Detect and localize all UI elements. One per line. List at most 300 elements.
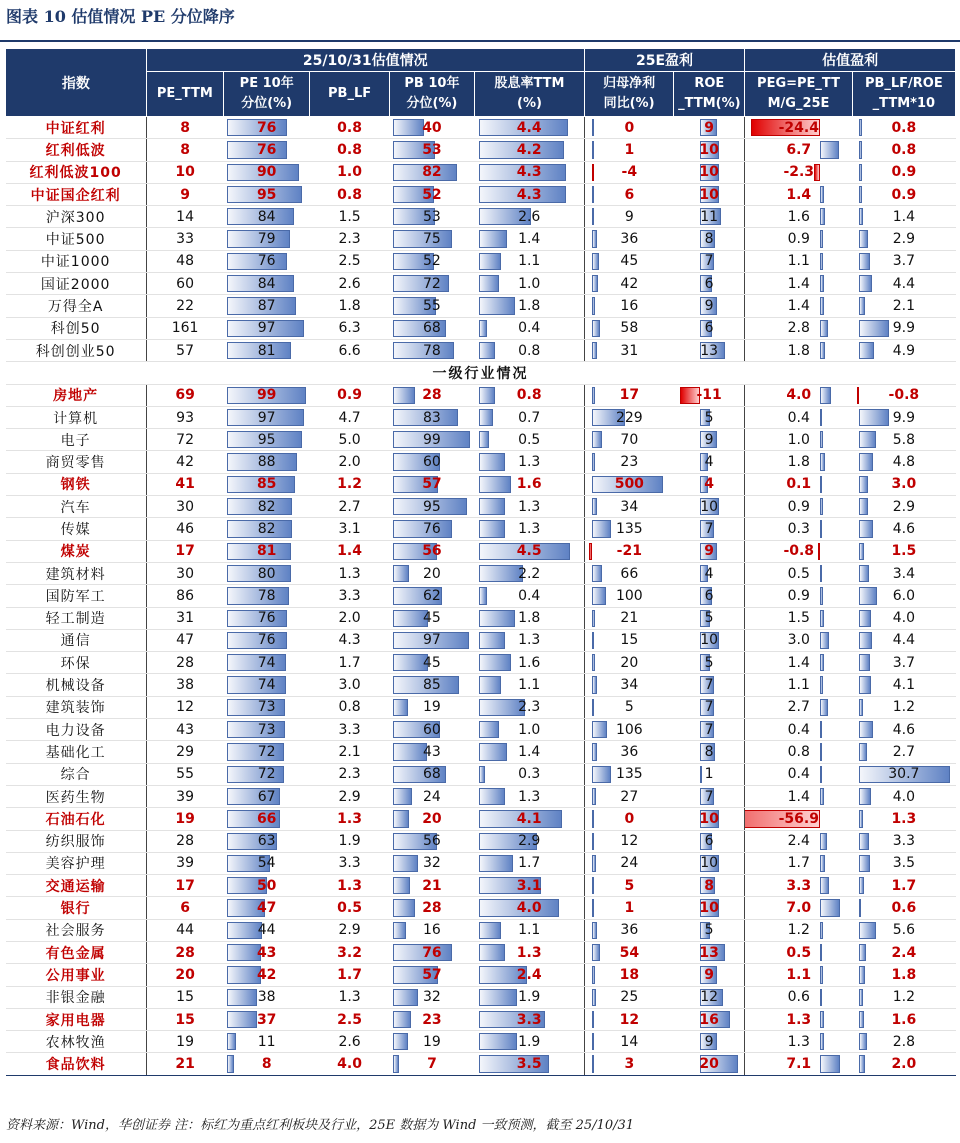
cell-value: 70 bbox=[620, 431, 639, 448]
table-row bbox=[6, 785, 956, 807]
data-bar bbox=[820, 453, 825, 470]
cell-pbroe bbox=[852, 406, 955, 428]
cell-value: 60 bbox=[423, 454, 441, 471]
data-bar bbox=[479, 342, 495, 359]
table-row bbox=[6, 139, 956, 161]
cell-value: 18 bbox=[619, 966, 640, 983]
data-bar bbox=[393, 1033, 408, 1050]
cell-value: 34 bbox=[620, 677, 639, 694]
cell-growth bbox=[584, 763, 674, 785]
cell-pe bbox=[146, 785, 223, 807]
cell-roe bbox=[674, 875, 745, 897]
cell-value: 0.7 bbox=[518, 409, 541, 426]
cell-value: 12 bbox=[619, 1011, 640, 1028]
cell-pe bbox=[146, 719, 223, 741]
cell-value: 1.7 bbox=[337, 966, 362, 983]
data-bar bbox=[227, 1055, 233, 1072]
table-row bbox=[6, 183, 956, 205]
cell-value: 1.4 bbox=[786, 186, 812, 203]
column-header-sublabel: 分位(%) bbox=[241, 96, 293, 111]
cell-value: 6.0 bbox=[892, 587, 915, 604]
cell-value: 1.4 bbox=[787, 298, 810, 315]
cell-value: 1.2 bbox=[337, 476, 362, 493]
cell-value: 0.8 bbox=[337, 119, 362, 136]
data-bar bbox=[859, 320, 888, 337]
cell-pb_pct bbox=[389, 139, 475, 161]
cell-div bbox=[475, 406, 585, 428]
cell-pe bbox=[146, 317, 223, 339]
row-name: 传媒 bbox=[6, 518, 147, 540]
cell-value: 19 bbox=[423, 1033, 441, 1050]
data-bar bbox=[592, 766, 611, 783]
cell-pb_pct bbox=[389, 429, 475, 451]
cell-pbroe bbox=[852, 540, 955, 562]
cell-roe bbox=[674, 741, 745, 763]
cell-value: 76 bbox=[256, 119, 277, 136]
cell-value: 36 bbox=[620, 922, 639, 939]
cell-div bbox=[475, 295, 585, 317]
cell-peg bbox=[745, 741, 852, 763]
cell-pbroe bbox=[852, 763, 955, 785]
cell-pe_pct bbox=[223, 852, 310, 874]
cell-value: 1.7 bbox=[518, 855, 541, 872]
cell-pe_pct bbox=[223, 696, 310, 718]
cell-pb bbox=[310, 719, 389, 741]
cell-value: 3.3 bbox=[516, 1011, 542, 1028]
cell-growth bbox=[584, 696, 674, 718]
cell-value: 22 bbox=[176, 298, 194, 315]
data-bar bbox=[479, 676, 501, 693]
cell-roe bbox=[674, 919, 745, 941]
cell-growth bbox=[584, 540, 674, 562]
data-bar bbox=[820, 922, 823, 939]
cell-value: 11 bbox=[700, 208, 719, 225]
cell-pe_pct bbox=[223, 585, 310, 607]
cell-value: 36 bbox=[620, 743, 639, 760]
cell-value: 1.2 bbox=[892, 699, 915, 716]
row-name: 机械设备 bbox=[6, 674, 147, 696]
cell-value: 81 bbox=[257, 342, 276, 359]
data-bar bbox=[859, 721, 873, 738]
cell-pb_pct bbox=[389, 161, 475, 183]
cell-value: 16 bbox=[620, 298, 639, 315]
cell-growth bbox=[584, 183, 674, 205]
cell-value: 72 bbox=[257, 743, 276, 760]
cell-pb_pct bbox=[389, 518, 475, 540]
cell-value: 6 bbox=[704, 833, 714, 850]
cell-value: 47 bbox=[176, 632, 194, 649]
cell-value: 3.3 bbox=[892, 833, 915, 850]
cell-value: 1 bbox=[704, 766, 714, 783]
table-row bbox=[6, 295, 956, 317]
data-bar bbox=[820, 498, 823, 515]
cell-value: 12 bbox=[176, 699, 194, 716]
cell-pb bbox=[310, 273, 389, 295]
table-row bbox=[6, 451, 956, 473]
cell-pb_pct bbox=[389, 1031, 475, 1053]
cell-pe bbox=[146, 696, 223, 718]
cell-value: 15 bbox=[620, 632, 639, 649]
cell-peg bbox=[745, 852, 852, 874]
cell-value: 1.5 bbox=[891, 543, 917, 560]
cell-value: 1.7 bbox=[787, 855, 810, 872]
data-bar bbox=[820, 587, 823, 604]
cell-pe_pct bbox=[223, 741, 310, 763]
cell-growth bbox=[584, 429, 674, 451]
cell-pb_pct bbox=[389, 117, 475, 139]
column-header bbox=[584, 72, 674, 117]
cell-pe bbox=[146, 339, 223, 361]
cell-value: 45 bbox=[423, 654, 441, 671]
cell-pbroe bbox=[852, 1031, 955, 1053]
cell-value: 4.3 bbox=[516, 186, 542, 203]
cell-value: 100 bbox=[615, 587, 643, 604]
table-row bbox=[6, 986, 956, 1008]
cell-value: 79 bbox=[257, 231, 276, 248]
cell-value: 1.8 bbox=[518, 610, 541, 627]
cell-pe bbox=[146, 206, 223, 228]
cell-value: 56 bbox=[423, 833, 441, 850]
cell-value: 0 bbox=[624, 119, 635, 136]
cell-pe bbox=[146, 473, 223, 495]
cell-value: 2.9 bbox=[892, 231, 915, 248]
cell-growth bbox=[584, 117, 674, 139]
cell-value: 135 bbox=[615, 766, 643, 783]
row-name: 电力设备 bbox=[6, 719, 147, 741]
data-bar bbox=[479, 788, 505, 805]
cell-pb bbox=[310, 228, 389, 250]
data-bar bbox=[592, 520, 611, 537]
cell-value: 1.0 bbox=[518, 721, 541, 738]
cell-value: 0.3 bbox=[518, 766, 541, 783]
cell-value: 10 bbox=[175, 164, 195, 181]
data-bar bbox=[859, 610, 871, 627]
cell-value: 90 bbox=[256, 164, 277, 181]
cell-roe bbox=[674, 384, 745, 406]
data-bar bbox=[592, 1033, 594, 1050]
cell-div bbox=[475, 964, 585, 986]
cell-value: 1.4 bbox=[787, 654, 810, 671]
cell-value: 76 bbox=[256, 141, 277, 158]
cell-roe bbox=[674, 852, 745, 874]
cell-value: 10 bbox=[700, 632, 719, 649]
cell-pe_pct bbox=[223, 451, 310, 473]
cell-value: 60 bbox=[423, 721, 441, 738]
cell-pe bbox=[146, 674, 223, 696]
row-name: 电子 bbox=[6, 429, 147, 451]
cell-pb_pct bbox=[389, 317, 475, 339]
table-body bbox=[6, 117, 956, 1076]
data-bar bbox=[859, 476, 868, 493]
cell-pe bbox=[146, 540, 223, 562]
cell-peg bbox=[745, 540, 852, 562]
cell-roe bbox=[674, 1053, 745, 1075]
cell-value: 1.4 bbox=[787, 788, 810, 805]
cell-pb bbox=[310, 139, 389, 161]
cell-value: 6.3 bbox=[338, 320, 361, 337]
table-row bbox=[6, 852, 956, 874]
data-bar bbox=[479, 297, 515, 314]
cell-value: 95 bbox=[257, 431, 276, 448]
cell-div bbox=[475, 897, 585, 919]
cell-value: 4.7 bbox=[338, 409, 361, 426]
data-bar bbox=[592, 565, 601, 582]
table-row bbox=[6, 473, 956, 495]
data-bar bbox=[393, 1055, 398, 1072]
cell-value: 60 bbox=[176, 275, 194, 292]
row-name: 环保 bbox=[6, 652, 147, 674]
cell-value: 6 bbox=[180, 900, 190, 917]
cell-pe bbox=[146, 117, 223, 139]
cell-value: -0.8 bbox=[783, 543, 815, 560]
cell-value: 99 bbox=[423, 431, 441, 448]
cell-value: 8 bbox=[180, 141, 190, 158]
cell-pbroe bbox=[852, 808, 955, 830]
cell-value: 54 bbox=[257, 855, 276, 872]
cell-pe_pct bbox=[223, 1053, 310, 1075]
cell-value: 24 bbox=[620, 855, 639, 872]
cell-value: 95 bbox=[256, 186, 277, 203]
cell-value: 229 bbox=[615, 409, 643, 426]
cell-roe bbox=[674, 496, 745, 518]
cell-value: 9 bbox=[704, 119, 714, 136]
data-bar bbox=[859, 944, 866, 961]
data-bar bbox=[859, 810, 863, 827]
cell-pb_pct bbox=[389, 585, 475, 607]
row-name: 中证1000 bbox=[6, 250, 147, 272]
data-bar bbox=[592, 922, 597, 939]
cell-roe bbox=[674, 562, 745, 584]
data-bar bbox=[859, 565, 869, 582]
cell-value: 15 bbox=[176, 989, 194, 1006]
cell-value: 2.6 bbox=[338, 1033, 361, 1050]
cell-value: 21 bbox=[422, 877, 442, 894]
column-header-label: PB_LF bbox=[328, 86, 372, 101]
cell-value: 10 bbox=[700, 498, 719, 515]
data-bar bbox=[479, 587, 487, 604]
cell-pb bbox=[310, 250, 389, 272]
cell-pe_pct bbox=[223, 429, 310, 451]
cell-value: 57 bbox=[176, 342, 194, 359]
cell-value: 0.1 bbox=[786, 476, 812, 493]
cell-div bbox=[475, 496, 585, 518]
cell-value: 41 bbox=[175, 476, 195, 493]
cell-div bbox=[475, 206, 585, 228]
table-row bbox=[6, 1008, 956, 1030]
cell-roe bbox=[674, 250, 745, 272]
cell-roe bbox=[674, 518, 745, 540]
cell-value: 1.0 bbox=[337, 164, 362, 181]
cell-value: 1 bbox=[624, 141, 635, 158]
cell-value: 0.4 bbox=[787, 409, 810, 426]
cell-pe_pct bbox=[223, 1031, 310, 1053]
cell-div bbox=[475, 317, 585, 339]
cell-pbroe bbox=[852, 941, 955, 963]
cell-value: 135 bbox=[615, 520, 643, 537]
cell-value: -21 bbox=[616, 543, 642, 560]
data-bar bbox=[592, 788, 596, 805]
cell-value: 1.3 bbox=[338, 565, 361, 582]
cell-growth bbox=[584, 897, 674, 919]
cell-growth bbox=[584, 518, 674, 540]
cell-value: 9 bbox=[704, 543, 714, 560]
cell-value: 84 bbox=[257, 275, 276, 292]
cell-div bbox=[475, 741, 585, 763]
cell-value: 7 bbox=[704, 721, 714, 738]
cell-pbroe bbox=[852, 1053, 955, 1075]
cell-value: 5 bbox=[704, 610, 714, 627]
cell-value: 3.0 bbox=[891, 476, 917, 493]
cell-value: 0.9 bbox=[891, 186, 917, 203]
cell-value: 43 bbox=[256, 944, 277, 961]
cell-value: 2.0 bbox=[338, 454, 361, 471]
cell-value: 37 bbox=[256, 1011, 277, 1028]
cell-value: 2.9 bbox=[892, 498, 915, 515]
cell-value: 7 bbox=[704, 520, 714, 537]
cell-roe bbox=[674, 696, 745, 718]
cell-pbroe bbox=[852, 250, 955, 272]
cell-peg bbox=[745, 585, 852, 607]
cell-value: 2.7 bbox=[892, 743, 915, 760]
cell-value: 19 bbox=[176, 1033, 194, 1050]
cell-roe bbox=[674, 206, 745, 228]
data-bar bbox=[820, 944, 822, 961]
cell-pe_pct bbox=[223, 763, 310, 785]
cell-value: 3.5 bbox=[892, 855, 915, 872]
cell-value: 1.3 bbox=[518, 632, 541, 649]
data-bar bbox=[859, 520, 873, 537]
data-bar bbox=[820, 409, 822, 426]
cell-div bbox=[475, 1053, 585, 1075]
cell-growth bbox=[584, 919, 674, 941]
cell-value: 0.4 bbox=[787, 721, 810, 738]
data-bar bbox=[592, 1011, 594, 1028]
cell-value: 2.5 bbox=[338, 253, 361, 270]
cell-pb bbox=[310, 1053, 389, 1075]
row-name: 纺织服饰 bbox=[6, 830, 147, 852]
cell-pbroe bbox=[852, 117, 955, 139]
cell-value: 7.1 bbox=[786, 1056, 812, 1073]
cell-pe bbox=[146, 496, 223, 518]
cell-value: 62 bbox=[423, 587, 441, 604]
column-header bbox=[146, 72, 223, 117]
cell-value: 42 bbox=[176, 454, 194, 471]
data-bar bbox=[859, 966, 864, 983]
cell-pb bbox=[310, 496, 389, 518]
cell-peg bbox=[745, 696, 852, 718]
cell-roe bbox=[674, 117, 745, 139]
cell-pe bbox=[146, 852, 223, 874]
cell-value: 85 bbox=[423, 677, 441, 694]
cell-value: 10 bbox=[699, 141, 719, 158]
cell-value: 2.0 bbox=[338, 610, 361, 627]
data-bar bbox=[393, 119, 424, 136]
cell-value: 30 bbox=[176, 565, 194, 582]
cell-value: 1.4 bbox=[518, 231, 541, 248]
cell-value: 1.6 bbox=[518, 654, 541, 671]
data-bar bbox=[820, 699, 828, 716]
cell-pe bbox=[146, 1008, 223, 1030]
cell-roe bbox=[674, 228, 745, 250]
data-bar bbox=[592, 498, 597, 515]
cell-growth bbox=[584, 384, 674, 406]
cell-pb_pct bbox=[389, 763, 475, 785]
data-bar bbox=[859, 632, 872, 649]
row-name: 家用电器 bbox=[6, 1008, 147, 1030]
data-bar bbox=[479, 275, 499, 292]
cell-value: 1.1 bbox=[518, 677, 541, 694]
cell-value: 12 bbox=[620, 833, 639, 850]
data-bar bbox=[592, 944, 600, 961]
data-bar bbox=[479, 922, 501, 939]
data-bar bbox=[592, 297, 594, 314]
cell-value: 4.0 bbox=[516, 900, 542, 917]
cell-value: 39 bbox=[176, 855, 194, 872]
cell-value: 1.3 bbox=[518, 520, 541, 537]
cell-pb_pct bbox=[389, 451, 475, 473]
cell-pe bbox=[146, 741, 223, 763]
cell-div bbox=[475, 540, 585, 562]
cell-pe bbox=[146, 451, 223, 473]
cell-value: 7.0 bbox=[786, 900, 812, 917]
cell-growth bbox=[584, 964, 674, 986]
column-header-row bbox=[6, 72, 956, 117]
cell-roe bbox=[674, 183, 745, 205]
cell-div bbox=[475, 1031, 585, 1053]
cell-value: 9 bbox=[704, 298, 714, 315]
cell-div bbox=[475, 607, 585, 629]
data-bar bbox=[859, 1055, 865, 1072]
cell-peg bbox=[745, 183, 852, 205]
cell-roe bbox=[674, 1031, 745, 1053]
cell-value: -56.9 bbox=[778, 810, 819, 827]
row-name: 国防军工 bbox=[6, 585, 147, 607]
cell-value: 4.0 bbox=[892, 788, 915, 805]
cell-pb bbox=[310, 117, 389, 139]
cell-value: 0.4 bbox=[518, 320, 541, 337]
cell-pbroe bbox=[852, 295, 955, 317]
cell-roe bbox=[674, 674, 745, 696]
cell-pe_pct bbox=[223, 652, 310, 674]
data-bar bbox=[592, 275, 598, 292]
cell-pbroe bbox=[852, 228, 955, 250]
cell-pe_pct bbox=[223, 206, 310, 228]
source-footnote: 资料来源：Wind，华创证券 注：标红为重点红利板块及行业，25E 数据为 Wind 一致预测，截至 25/10/31 bbox=[6, 1118, 635, 1133]
cell-value: 85 bbox=[256, 476, 277, 493]
cell-value: 42 bbox=[256, 966, 277, 983]
data-bar bbox=[479, 1033, 517, 1050]
data-bar bbox=[820, 877, 829, 894]
cell-value: 58 bbox=[620, 320, 639, 337]
cell-pe_pct bbox=[223, 629, 310, 651]
data-bar bbox=[818, 543, 820, 560]
cell-pb_pct bbox=[389, 808, 475, 830]
cell-pbroe bbox=[852, 674, 955, 696]
cell-value: 0.9 bbox=[787, 498, 810, 515]
cell-div bbox=[475, 629, 585, 651]
cell-pb bbox=[310, 406, 389, 428]
data-bar bbox=[820, 297, 824, 314]
row-name: 煤炭 bbox=[6, 540, 147, 562]
cell-pe_pct bbox=[223, 674, 310, 696]
cell-value: 9 bbox=[624, 208, 634, 225]
cell-div bbox=[475, 473, 585, 495]
cell-pb_pct bbox=[389, 719, 475, 741]
cell-div bbox=[475, 250, 585, 272]
cell-value: 28 bbox=[175, 944, 195, 961]
data-bar bbox=[479, 453, 505, 470]
cell-value: 2.4 bbox=[787, 833, 810, 850]
